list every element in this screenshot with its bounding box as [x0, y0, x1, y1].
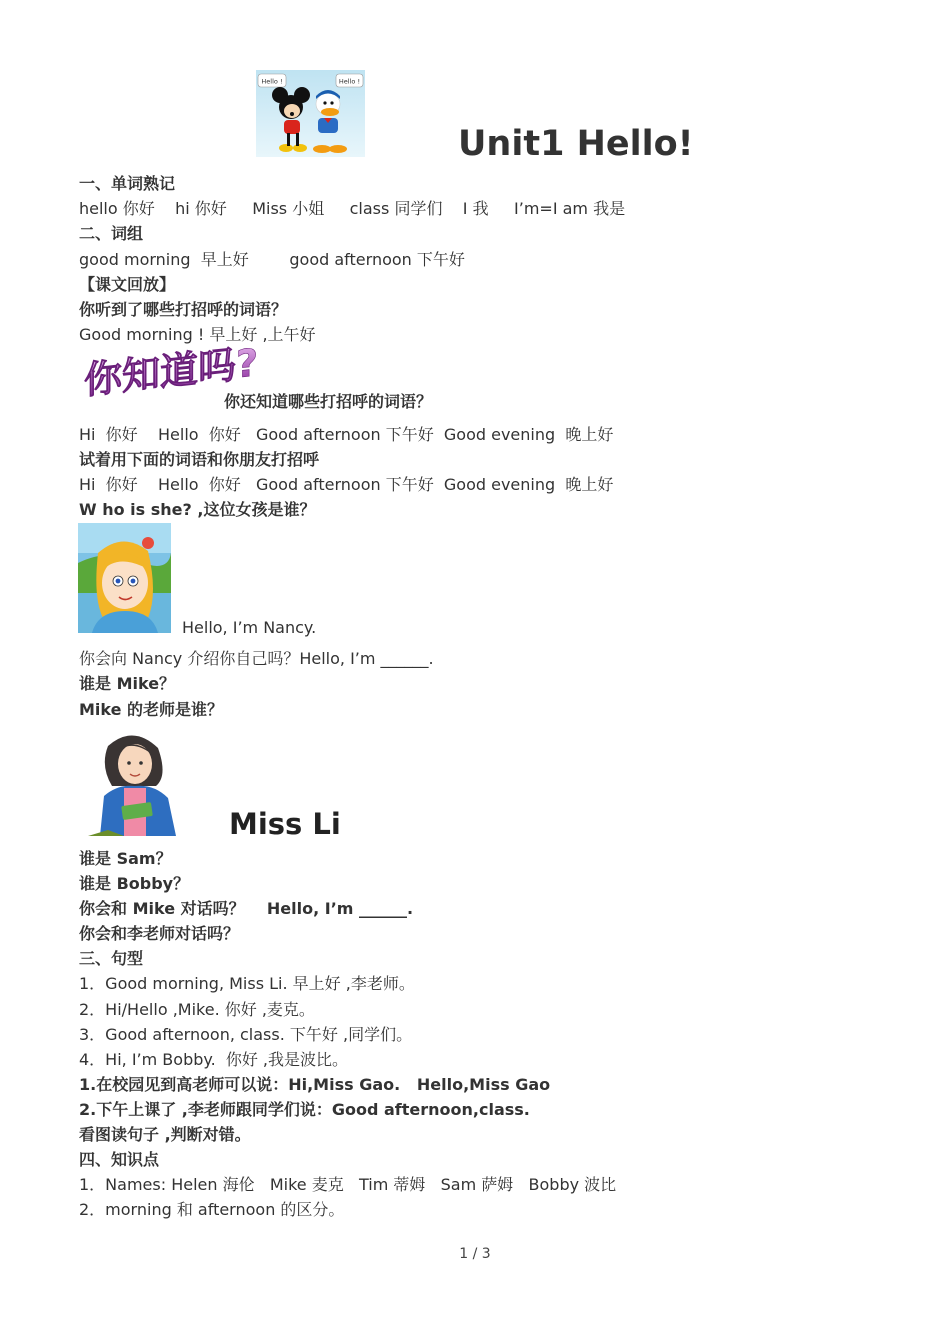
greetings-list-2: Hi 你好 Hello 你好 Good afternoon 下午好 Good evening 晚上好	[79, 475, 614, 494]
who-is-bobby-question: 谁是 Bobby？	[79, 874, 190, 893]
sentence-1: 1．Good morning, Miss Li. 早上好 ,李老师。	[79, 974, 415, 993]
exercise-1: 1.在校园见到高老师可以说：Hi,Miss Gao. Hello,Miss Gao	[79, 1075, 551, 1094]
talk-with-miss-li-question: 你会和李老师对话吗？	[79, 924, 240, 943]
knowledge-names: 1．Names: Helen 海伦 Mike 麦克 Tim 蒂姆 Sam 萨姆 Bobby 波比	[79, 1175, 617, 1194]
wordart-text: 你知道吗?	[84, 340, 259, 403]
greetings-list-1: Hi 你好 Hello 你好 Good afternoon 下午好 Good evening 晚上好	[79, 425, 614, 444]
text-review-heading: 【课文回放】	[79, 275, 176, 294]
good-morning-line: Good morning ! 早上好 ,上午好	[79, 325, 316, 344]
vocabulary-line: hello 你好 hi 你好 Miss 小姐 class 同学们 I 我 I’m=I am 我是	[79, 199, 626, 218]
hello-cartoon-illustration	[256, 70, 365, 157]
nancy-illustration	[78, 523, 171, 633]
who-is-sam-question: 谁是 Sam？	[79, 849, 172, 868]
sentence-4: 4．Hi, I’m Bobby. 你好 ,我是波比。	[79, 1050, 349, 1069]
read-and-judge-heading: 看图读句子 ,判断对错。	[79, 1125, 251, 1144]
section-vocabulary-heading: 一、单词熟记	[79, 174, 176, 193]
talk-with-mike-question: 你会和 Mike 对话吗？ Hello, I’m ______.	[79, 899, 414, 918]
nancy-image	[78, 523, 171, 633]
who-is-she-question: W ho is she? ,这位女孩是谁？	[79, 500, 316, 519]
sentence-3: 3．Good afternoon, class. 下午好 ,同学们。	[79, 1025, 413, 1044]
page-number: 1 / 3	[459, 1246, 491, 1262]
wordart-graphic	[80, 340, 259, 408]
exercise-2: 2.下午上课了 ,李老师跟同学们说：Good afternoon,class.	[79, 1100, 530, 1119]
practice-greetings-heading: 试着用下面的词语和你朋友打招呼	[79, 450, 320, 469]
miss-li-illustration	[78, 726, 188, 836]
who-is-mike-question: 谁是 Mike？	[79, 674, 176, 693]
phrases-line: good morning 早上好 good afternoon 下午好	[79, 250, 465, 269]
sentence-2: 2．Hi/Hello ,Mike. 你好 ,麦克。	[79, 1000, 315, 1019]
question-other-greetings: 你还知道哪些打招呼的词语？	[224, 392, 433, 411]
bubble-right: Hello !	[338, 77, 361, 86]
section-phrases-heading: 二、词组	[79, 224, 144, 243]
question-greetings-heard: 你听到了哪些打招呼的词语？	[79, 300, 288, 319]
miss-li-image	[78, 726, 188, 836]
page-title: Unit1 Hello!	[458, 124, 694, 164]
knowledge-morning-afternoon: 2．morning 和 afternoon 的区分。	[79, 1200, 345, 1219]
hello-cartoon-image	[256, 70, 365, 157]
bubble-left: Hello !	[261, 77, 283, 86]
miss-li-label: Miss Li	[229, 807, 341, 841]
nancy-greeting: Hello, I’m Nancy.	[182, 618, 317, 637]
section-sentences-heading: 三、句型	[79, 949, 144, 968]
did-you-know-wordart	[80, 340, 259, 408]
introduce-yourself-line: 你会向 Nancy 介绍你自己吗？Hello, I’m ______.	[79, 649, 434, 668]
section-knowledge-heading: 四、知识点	[79, 1150, 160, 1169]
mike-teacher-question: Mike 的老师是谁？	[79, 700, 224, 719]
